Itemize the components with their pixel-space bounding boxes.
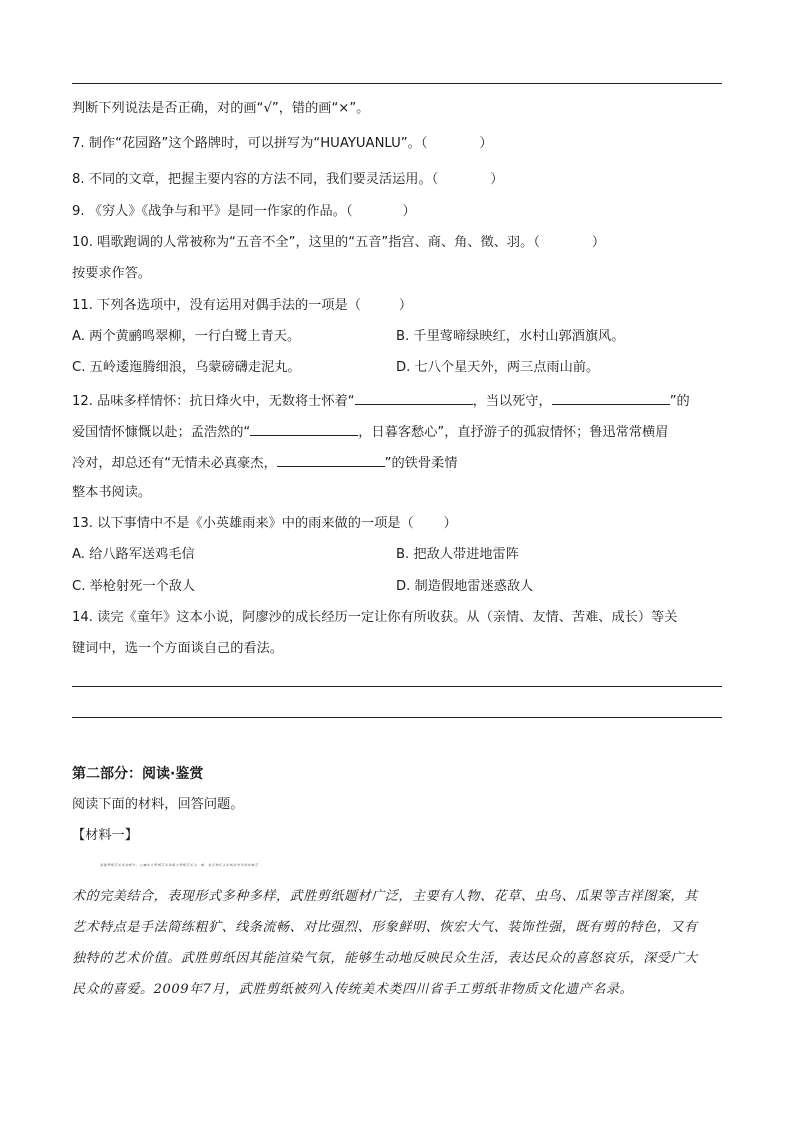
section-book-label: 整本书阅读。	[72, 485, 152, 500]
question-12-line-3: 冷对，却总还有“无情未必真豪杰， ”的铁骨柔情	[72, 453, 457, 473]
part2-instruction: 阅读下面的材料，回答问题。	[72, 797, 244, 812]
q11-option-b: B. 千里莺啼绿映红，水村山郭酒旗风。	[396, 329, 625, 344]
material-line: 民众的喜爱。2009年7月，武胜剪纸被列入传统美术类四川省手工剪纸非物质文化遗产名录。	[72, 982, 634, 997]
question-11: 11. 下列各选项中，没有运用对偶手法的一项是（ ）	[72, 298, 413, 313]
question-14-line-1: 14. 读完《童年》这本小说，阿廖沙的成长经历一定让你有所收获。从（亲情、友情、苦难、成长）等关	[72, 610, 678, 625]
material-line: 艺术特点是手法简练粗犷、线条流畅、对比强烈、形象鲜明、恢宏大气、装饰性强，既有剪的特色，又有	[72, 920, 698, 935]
question-10-text: 10. 唱歌跑调的人常被称为“五音不全”，这里的“五音”指宫、商、角、徵、羽。（	[72, 235, 540, 250]
material-line: 武胜剪纸艺术历史悠久，它融北方剪纸艺术和南方剪纸艺术为一体，也是现代美术知识与民间传统艺	[100, 863, 259, 867]
q11-option-a: A. 两个黄鹂鸣翠柳，一行白鹭上青天。	[72, 329, 301, 344]
answer-line-1[interactable]	[72, 686, 722, 687]
part2-title: 第二部分：阅读·鉴赏	[72, 766, 204, 782]
question-8-text: 8. 不同的文章，把握主要内容的方法不同，我们要灵活运用。（	[72, 172, 439, 187]
question-13: 13. 以下事情中不是《小英雄雨来》中的雨来做的一项是（ ）	[72, 516, 457, 531]
section-writing-label: 按要求作答。	[72, 266, 152, 281]
fill-blank-12-3[interactable]	[250, 422, 358, 436]
question-14-line-2: 键词中，选一个方面谈自己的看法。	[72, 641, 283, 656]
question-8: 8. 不同的文章，把握主要内容的方法不同，我们要灵活运用。（ ）	[72, 172, 504, 187]
question-10: 10. 唱歌跑调的人常被称为“五音不全”，这里的“五音”指宫、商、角、徵、羽。（ ）	[72, 235, 606, 250]
q13-option-d: D. 制造假地雷迷惑敌人	[396, 579, 534, 594]
question-12-line-2: 爱国情怀慷慨以赴；孟浩然的“ ，日暮客愁心”，直抒游子的孤寂情怀；鲁迅常常横眉	[72, 422, 668, 442]
q13-option-a: A. 给八路军送鸡毛信	[72, 547, 195, 562]
question-12-line-1: 12. 品味多样情怀：抗日烽火中，无数将士怀着“ ，当以死守， ”的	[72, 391, 690, 411]
q11-option-d: D. 七八个星天外，两三点雨山前。	[396, 360, 600, 375]
question-13-stem: 13. 以下事情中不是《小英雄雨来》中的雨来做的一项是（	[72, 516, 414, 531]
question-7: 7. 制作“花园路”这个路牌时，可以拼写为“HUAYUANLU”。（ ）	[72, 136, 493, 151]
question-11-stem: 11. 下列各选项中，没有运用对偶手法的一项是（	[72, 298, 361, 313]
fill-blank-12-4[interactable]	[277, 453, 385, 467]
answer-line-2[interactable]	[72, 717, 722, 718]
question-9-text: 9. 《穷人》《战争与和平》是同一作家的作品。（	[72, 204, 353, 219]
q11-option-c: C. 五岭逶迤腾细浪，乌蒙磅礴走泥丸。	[72, 360, 301, 375]
fill-blank-12-2[interactable]	[552, 391, 670, 405]
material-one-paragraph	[72, 850, 722, 1005]
judge-instruction: 判断下列说法是否正确，对的画“√”，错的画“×”。	[72, 101, 370, 116]
material-line: 术的完美结合，表现形式多种多样，武胜剪纸题材广泛，主要有人物、花草、虫鸟、瓜果等吉祥图案，其	[72, 889, 698, 904]
q13-option-b: B. 把敌人带进地雷阵	[396, 547, 519, 562]
q13-option-c: C. 举枪射死一个敌人	[72, 579, 196, 594]
fill-blank-12-1[interactable]	[355, 391, 473, 405]
top-rule	[72, 83, 722, 84]
material-label: 【材料一】	[72, 828, 138, 843]
question-7-text: 7. 制作“花园路”这个路牌时，可以拼写为“HUAYUANLU”。（	[72, 136, 428, 151]
material-line: 独特的艺术价值。武胜剪纸因其能渲染气氛，能够生动地反映民众生活，表达民众的喜怒哀乐，深受广大	[72, 951, 698, 966]
question-9: 9. 《穷人》《战争与和平》是同一作家的作品。（ ）	[72, 204, 416, 219]
